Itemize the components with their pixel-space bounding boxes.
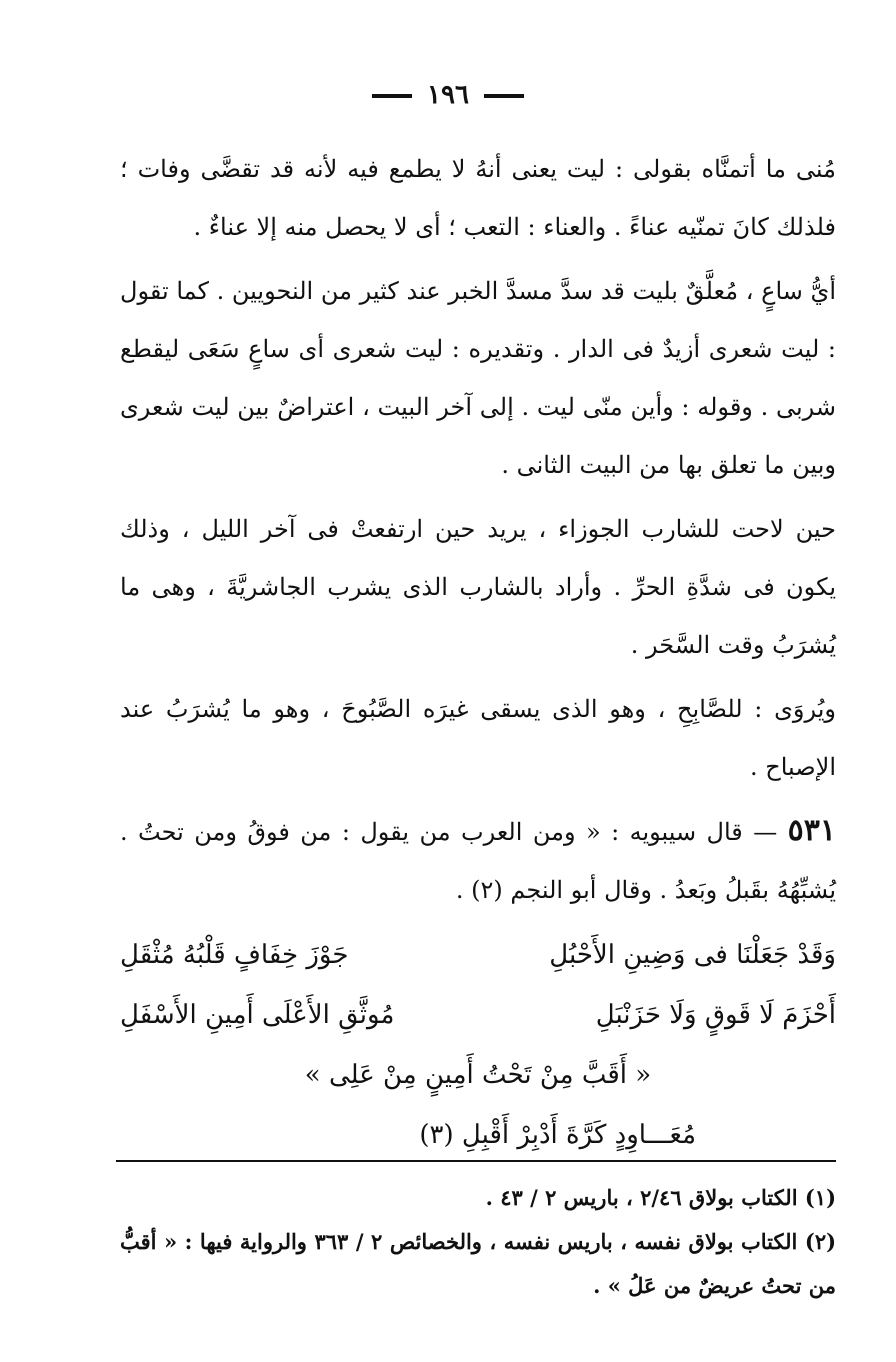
verse-line-1: [120, 925, 836, 985]
entry-number: ٥٣١: [787, 813, 836, 848]
paragraph-2: أيُّ ساعٍ ، مُعلَّقٌ بليت قد سدَّ مسدَّ الخبر عند كثير من النحويين . كما تقول : ليت شعرى أزيدٌ فى الدار . وتقديره : ليت شعرى أى ساعٍ سَعَى ليقطع شربى . وقوله : وأين منّى ليت . إلى آخر البيت ، اعتراضٌ بين ليت شعرى وبين ما تعلق بها من البيت الثانى .: [120, 277, 836, 479]
paragraph-1: مُنى ما أتمنَّاه بقولى : ليت يعنى أنهُ لا يطمع فيه لأنه قد تقضَّى وفات ؛ فلذلك كانَ تمنّيه عناءً . والعناء : التعب ؛ أى لا يحصل منه إلا عناءٌ .: [120, 155, 836, 241]
footnote-1: (١) الكتاب بولاق ٢/٤٦ ، باريس ٢ / ٤٣ .: [485, 1185, 836, 1210]
footnote-2: (٢) الكتاب بولاق نفسه ، باريس نفسه ، والخصائص ٢ / ٣٦٣ والرواية فيها : « أقبُّ من تحتُ عريضٌ من عَلُ » .: [120, 1229, 837, 1298]
verse-2-first-hemistich: أَحْزَمَ لَا قَوقٍ وَلَا حَزَنْبَلِ: [595, 1000, 836, 1030]
paragraph-4: ويُروَى : للصَّابِحِ ، وهو الذى يسقى غيرَه الصَّبُوحَ ، وهو ما يُشرَبُ عند الإصباح .: [120, 695, 836, 781]
footnote-divider: [116, 1160, 836, 1162]
verse-line-2: [120, 985, 836, 1045]
verse-1-second-hemistich: جَوْزَ خِفَافٍ قَلْبُهُ مُثْقَلِ: [120, 940, 349, 970]
entry-paragraph: [120, 802, 836, 919]
entry-text: — قال سيبويه : « ومن العرب من يقول : من فوقُ ومن تحتُ . يُشبِّهُهُ بقَبلُ وبَعدُ . وقال أبو النجم (٢) .: [120, 818, 836, 904]
paragraph-3: حين لاحت للشارب الجوزاء ، يريد حين ارتفعتْ فى آخر الليل ، وذلك يكون فى شدَّةِ الحرِّ . وأراد بالشارب الذى يشرب الجاشريَّةَ ، وهى ما يُشرَبُ وقت السَّحَر .: [120, 515, 836, 659]
footnotes: [120, 1176, 836, 1308]
page-body: [120, 140, 836, 1165]
page-number: ١٩٦: [427, 80, 469, 110]
verse-2-second-hemistich: مُوثَّقِ الأَعْلَى أَمِينِ الأَسْفَلِ: [120, 1000, 395, 1030]
verse-single-line: « أَقَبَّ مِنْ تَحْتُ أَمِينٍ مِنْ عَلِى »: [304, 1060, 652, 1090]
header-dash-right: [372, 94, 412, 98]
verse-1-first-hemistich: وَقَدْ جَعَلْنَا فى وَضِينِ الأَحْبُلِ: [549, 940, 836, 970]
page-header: [0, 80, 896, 110]
header-dash-left: [484, 94, 524, 98]
verse-last-line: مُعَـــاوِدٍ كَرَّةَ أَدْبِرْ أَقْبِلِ (٣): [419, 1120, 696, 1150]
